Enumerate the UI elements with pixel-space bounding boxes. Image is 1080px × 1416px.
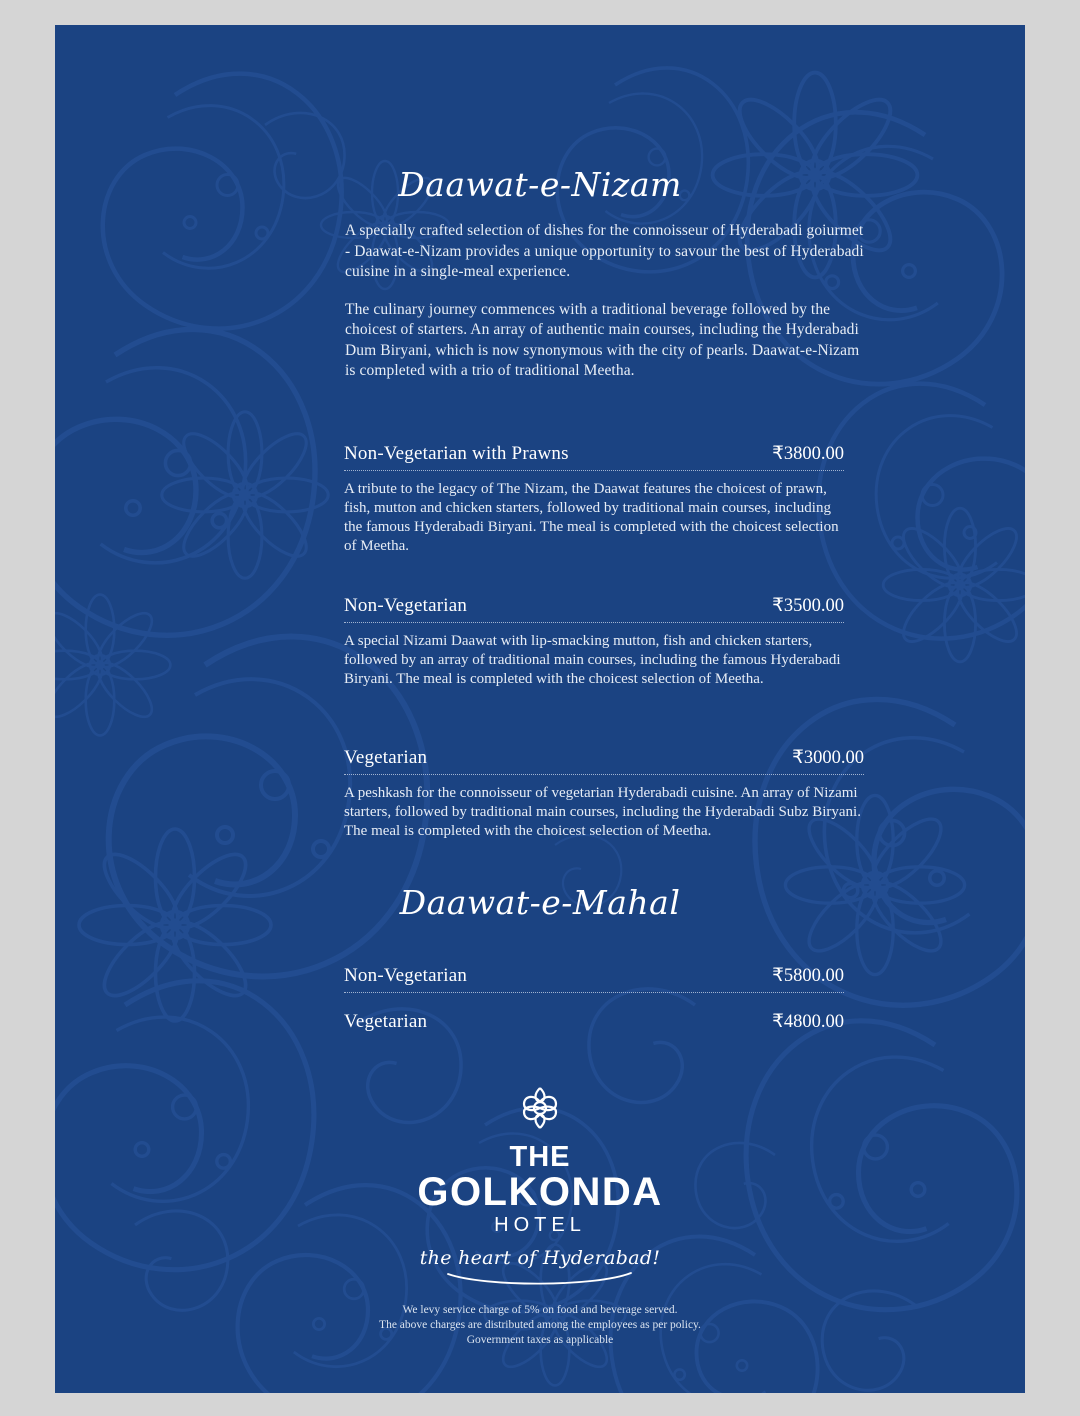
- item-divider: [344, 622, 844, 623]
- golkonda-floral-icon: [512, 1080, 568, 1136]
- menu-item: [344, 1011, 844, 1033]
- footnote-line: We levy service charge of 5% on food and beverage served.: [402, 1304, 678, 1316]
- menu-item-header: [344, 965, 844, 987]
- logo-tagline: the heart of Hyderabad!: [419, 1247, 661, 1269]
- item-divider: [344, 470, 844, 471]
- footnote-line: Government taxes as applicable: [466, 1334, 614, 1346]
- section-title: Daawat-e-Nizam: [398, 165, 682, 204]
- section-intro: [345, 221, 865, 399]
- leader-dots: [437, 1026, 762, 1027]
- menu-item: [344, 965, 844, 993]
- menu-item: [344, 747, 864, 841]
- menu-page: [55, 25, 1025, 1393]
- menu-item-header: [344, 747, 864, 769]
- section-daawat-e-nizam: [55, 165, 1025, 204]
- leader-dots: [477, 610, 762, 611]
- brand-logo: [55, 1080, 1025, 1287]
- menu-item-name: Vegetarian: [344, 1011, 428, 1032]
- logo-line-hotel: HOTEL: [494, 1214, 586, 1236]
- menu-item-description: A peshkash for the connoisseur of vegetarian Hyderabadi cuisine. An array of Nizami starters, followed by traditional main courses, including the Hyderabadi Subz Biryani. The meal is completed with the choicest selection of Meetha.: [344, 785, 861, 839]
- swoosh-underline-icon: [445, 1271, 635, 1287]
- menu-item-header: [344, 1011, 844, 1033]
- section-daawat-e-mahal: [55, 883, 1025, 922]
- logo-line-the: THE: [509, 1141, 571, 1173]
- intro-paragraph: A specially crafted selection of dishes for the connoisseur of Hyderabadi goiurmet - Daawat-e-Nizam provides a unique opportunity to savour the best of Hyderabadi cuisine in a single-meal experience.: [345, 222, 864, 280]
- menu-item: [344, 443, 844, 556]
- menu-item-name: Vegetarian: [344, 747, 428, 768]
- menu-item-price: ₹3000.00: [792, 748, 864, 768]
- menu-item-name: Non-Vegetarian: [344, 595, 468, 616]
- footnote-line: The above charges are distributed among the employees as per policy.: [379, 1319, 701, 1331]
- leader-dots: [477, 980, 762, 981]
- menu-item-price: ₹3500.00: [772, 596, 844, 616]
- menu-item: [344, 595, 844, 689]
- menu-content: [55, 25, 1025, 1393]
- logo-line-golkonda: GOLKONDA: [417, 1170, 663, 1214]
- menu-item-header: [344, 443, 844, 465]
- item-divider: [344, 992, 844, 993]
- leader-dots: [579, 458, 762, 459]
- item-divider: [344, 774, 864, 775]
- menu-item-price: ₹3800.00: [772, 444, 844, 464]
- menu-item-name: Non-Vegetarian: [344, 965, 468, 986]
- menu-item-description: A tribute to the legacy of The Nizam, the Daawat features the choicest of prawn, fish, mutton and chicken starters, followed by traditional main courses, including the famous Hyderabadi Biryani. The meal is completed with the choicest selection of Meetha.: [344, 481, 839, 554]
- section-title: Daawat-e-Mahal: [399, 883, 681, 922]
- menu-item-description: A special Nizami Daawat with lip-smacking mutton, fish and chicken starters, followed by an array of traditional main courses, including the famous Hyderabadi Biryani. The meal is completed with the choicest selection of Meetha.: [344, 633, 841, 687]
- menu-item-price: ₹4800.00: [772, 1012, 844, 1032]
- leader-dots: [437, 762, 782, 763]
- menu-item-price: ₹5800.00: [772, 966, 844, 986]
- menu-item-header: [344, 595, 844, 617]
- footnote: [55, 1303, 1025, 1348]
- menu-item-name: Non-Vegetarian with Prawns: [344, 443, 569, 464]
- intro-paragraph: The culinary journey commences with a traditional beverage followed by the choicest of starters. An array of authentic main courses, including the Hyderabadi Dum Biryani, which is now synonymous with the city of pearls. Daawat-e-Nizam is completed with a trio of traditional Meetha.: [345, 300, 860, 379]
